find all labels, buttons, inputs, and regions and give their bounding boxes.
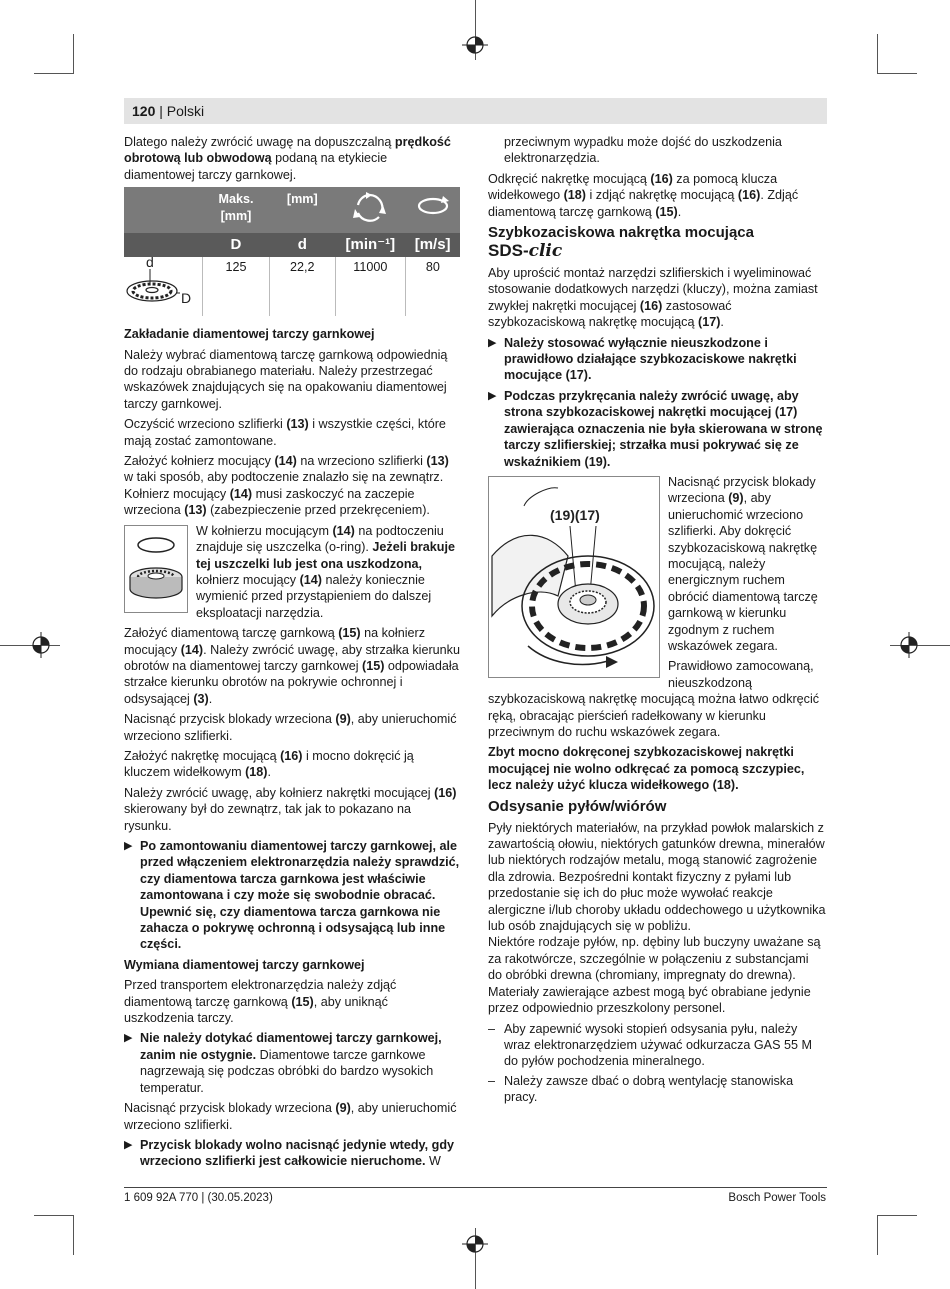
registration-target-icon [462, 32, 488, 58]
table-cell: 11000 [335, 257, 405, 316]
footer-brand: Bosch Power Tools [728, 1192, 826, 1204]
warning-bullet: ▶ Nie należy dotykać diamentowej tarczy garnkowej, zanim nie ostygnie. Diamentowe tarcze garnkowe nagrzewają się podczas obróbki do bardzo wysokich temperatur. [124, 1031, 442, 1095]
dash-icon: – [488, 1021, 496, 1036]
table-header-cell: [m/s] [405, 233, 460, 257]
section-heading: Szybkozaciskowa nakrętka mocująca SDS-clic [488, 224, 754, 262]
crop-mark [73, 34, 74, 74]
svg-text:d: d [146, 254, 154, 271]
paragraph: Aby uprościć montaż narzędzi szlifierskich i wyeliminować stosowanie dodatkowych narzędzi (kluczy), można zamiast zwykłej nakrętki mocującej (16) zastosować szybkozaciskową nakrętkę mocującą (17). [488, 266, 818, 330]
crop-mark [34, 73, 74, 74]
svg-text:(19)(17): (19)(17) [550, 506, 600, 523]
page-number: 120 [132, 103, 156, 119]
paragraph: Należy wybrać diamentową tarczę garnkową odpowiednią do rodzaju obrabianego materiału. Należy przestrzegać wskazówek znajdujących się na opakowaniu diamentowej tarczy garnkowej. [124, 347, 448, 411]
paragraph: Założyć diamentową tarczę garnkową (15) na kołnierz mocujący (14). Należy zwrócić uwagę, aby strzałka kierunku obrotów na diamentowej tarczy garnkowej (15) odpowiadała strzałce kierunku obrotów na pokrywie ochronnej i odsysającej (3). [124, 626, 460, 706]
list-item: – Należy zawsze dbać o dobrą wentylację stanowiska pracy. [488, 1073, 794, 1105]
sds-clic-nut-illustration [488, 476, 660, 678]
right-column [488, 134, 826, 1109]
paragraph: Oczyścić wrzeciono szlifierki (13) i wszystkie części, które mają zostać zamontowane. [124, 417, 446, 448]
table-header-cell: D [203, 233, 270, 257]
paragraph: Założyć kołnierz mocujący (14) na wrzeciono szlifierki (13) w taki sposób, aby podtoczenie znalazło się na zewnątrz. Kołnierz mocujący (14) musi zaskoczyć na zaczepie wrzeciona (13) (zabezpieczenie przed przekręceniem). [124, 454, 449, 518]
footer-rule [124, 1187, 827, 1188]
paragraph: Dlatego należy zwrócić uwagę na dopuszczalną prędkość obrotową lub obwodową podaną na etykiecie diamentowej tarczy garnkowej. [124, 135, 451, 182]
registration-target-icon [896, 632, 922, 658]
footer-doc-id: 1 609 92A 770 | (30.05.2023) [124, 1192, 273, 1204]
table-cell [124, 254, 203, 316]
table-header-cell: d [269, 233, 335, 257]
registration-target-icon [28, 632, 54, 658]
warning-bullet: ▶ Należy stosować wyłącznie nieuszkodzone i prawidłowo działające szybkozaciskowe nakrętki mocujące (17). [488, 335, 797, 383]
triangle-right-icon: ▶ [488, 336, 497, 349]
paragraph: Niektóre rodzaje pyłów, np. dębiny lub buczyny uważane są za rakotwórcze, szczególnie w połączeniu z substancjami do obróbki drewna (chromiany, impregnaty do drewna). Materiały zawierające azbest mogą być obrabiane jedynie przez odpowiednio przeszkolony personel. [488, 935, 821, 1016]
paragraph: Prawidłowo zamocowaną, nieuszkodzoną szybkozaciskową nakrętkę mocującą można łatwo odkręcić ręką, obracając pierścień radełkowany w kierunku przeciwnym do ruchu wskazówek zegara. [488, 659, 820, 739]
triangle-right-icon: ▶ [124, 1138, 133, 1151]
warning-bullet: ▶ Podczas przykręcania należy zwrócić uwagę, aby strona szybkozaciskowej nakrętki mocującej (17) zawierająca oznaczenia nie była skierowana w stronę tarczy szlifierskiej; strzałka musi pokrywać się ze wskaźnikiem (19). [488, 388, 823, 469]
paragraph: W kołnierzu mocującym (14) na podtoczeniu znajduje się uszczelka (o-ring). Jeżeli brakuje tej uszczelki lub jest ona uszkodzona, kołnierz mocujący (14) należy koniecznie wymienić przed przystąpieniem do dalszej eksploatacji narzędzia. [196, 523, 455, 620]
table-header-cell [405, 187, 460, 233]
crop-mark [877, 1215, 917, 1216]
cup-wheel-dimension-icon [124, 253, 196, 307]
paragraph: Nacisnąć przycisk blokady wrzeciona (9), aby unieruchomić wrzeciono szlifierki. [124, 712, 457, 743]
table-cell: 22,2 [269, 257, 335, 316]
table-header-cell: [min⁻¹] [335, 233, 405, 257]
triangle-right-icon: ▶ [488, 389, 497, 402]
section-heading: Odsysanie pyłów/wiórów [488, 797, 667, 815]
dash-icon: – [488, 1073, 496, 1088]
paragraph: Należy zwrócić uwagę, aby kołnierz nakrętki mocującej (16) skierowany był do zewnątrz, tak jak to pokazano na rysunku. [124, 785, 457, 833]
circumferential-speed-icon [413, 191, 453, 221]
crop-mark [73, 1215, 74, 1255]
table-header-cell: Maks. [mm] [203, 187, 270, 233]
warning-bullet: ▶ Przycisk blokady wolno nacisnąć jedynie wtedy, gdy wrzeciono szlifierki jest całkowicie nieruchome. W [124, 1137, 455, 1169]
table-header-cell [124, 187, 203, 233]
left-column [124, 134, 460, 1174]
triangle-right-icon: ▶ [124, 840, 133, 852]
page-header: 120 | Polski [132, 103, 205, 119]
page-header-bar [124, 98, 827, 124]
table-header-cell: [mm] [269, 187, 335, 233]
list-item: – Aby zapewnić wysoki stopień odsysania pyłu, należy wraz elektronarzędziem używać odkurzacza GAS 55 M do pyłów pochodzenia mineralnego. [488, 1021, 812, 1069]
triangle-right-icon: ▶ [124, 1032, 133, 1045]
warning-bullet: ▶ Po zamontowaniu diamentowej tarczy garnkowej, ale przed włączeniem elektronarzędzia należy sprawdzić, czy diamentowa tarcza garnkowa jest właściwie zamontowana i czy może się swobodnie obracać. Upewnić się, czy diamentowa tarcza garnkowa nie zahacza o pokrywę ochronną i odsysającą lub inne części. [124, 839, 460, 952]
crop-mark [877, 34, 878, 74]
table-header-cell [335, 187, 405, 233]
spec-table [124, 187, 460, 316]
paragraph: Przed transportem elektronarzędzia należy zdjąć diamentową tarczę garnkową (15), aby uniknąć uszkodzenia tarczy. [124, 978, 397, 1026]
section-heading: Zakładanie diamentowej tarczy garnkowej [124, 327, 375, 342]
paragraph: Nacisnąć przycisk blokady wrzeciona (9), aby unieruchomić wrzeciono szlifierki. Aby dokręcić szybkozaciskową nakrętkę mocującą, należy energicznym ruchem obrócić diamentową tarczę garnkową w kierunku zgodnym z ruchem wskazówek zegara. [668, 474, 818, 653]
svg-text:D: D [181, 290, 192, 307]
paragraph: Zbyt mocno dokręconej szybkozaciskowej nakrętki mocującej nie wolno odkręcać za pomocą szczypiec, lecz należy użyć klucza widełkowego (18). [488, 745, 805, 793]
paragraph: Pyły niektórych materiałów, na przykład powłok malarskich z zawartością ołowiu, niektórych gatunków drewna, minerałów lub niektórych rodzajów metalu, mogą stanowić zagrożenie dla zdrowia. Bezpośredni kontakt fizyczny z pyłami lub przedostanie się ich do płuc może wywołać reakcje alergiczne i/lub choroby układu oddechowego u użytkownika lub osób znajdujących się w pobliżu. [488, 820, 826, 934]
rotation-speed-icon [350, 191, 390, 225]
paragraph: Założyć nakrętkę mocującą (16) i mocno dokręcić ją kluczem widełkowym (18). [124, 748, 414, 780]
o-ring-flange-illustration [124, 525, 188, 613]
section-heading: Wymiana diamentowej tarczy garnkowej [124, 957, 365, 972]
sds-clic-logo: SDS-clic [488, 241, 563, 262]
crop-mark [877, 73, 917, 74]
paragraph: przeciwnym wypadku może dojść do uszkodzenia elektronarzędzia. [504, 135, 782, 166]
table-cell: 125 [203, 257, 270, 316]
page-language: Polski [166, 103, 205, 119]
paragraph: Odkręcić nakrętkę mocującą (16) za pomocą klucza widełkowego (18) i zdjąć nakrętkę mocującą (16). Zdjąć diamentową tarczę garnkową (15). [488, 171, 799, 219]
registration-target-icon [462, 1231, 488, 1257]
table-cell: 80 [425, 260, 440, 275]
paragraph: Nacisnąć przycisk blokady wrzeciona (9), aby unieruchomić wrzeciono szlifierki. [124, 1101, 457, 1132]
crop-mark [34, 1215, 74, 1216]
crop-mark [877, 1215, 878, 1255]
